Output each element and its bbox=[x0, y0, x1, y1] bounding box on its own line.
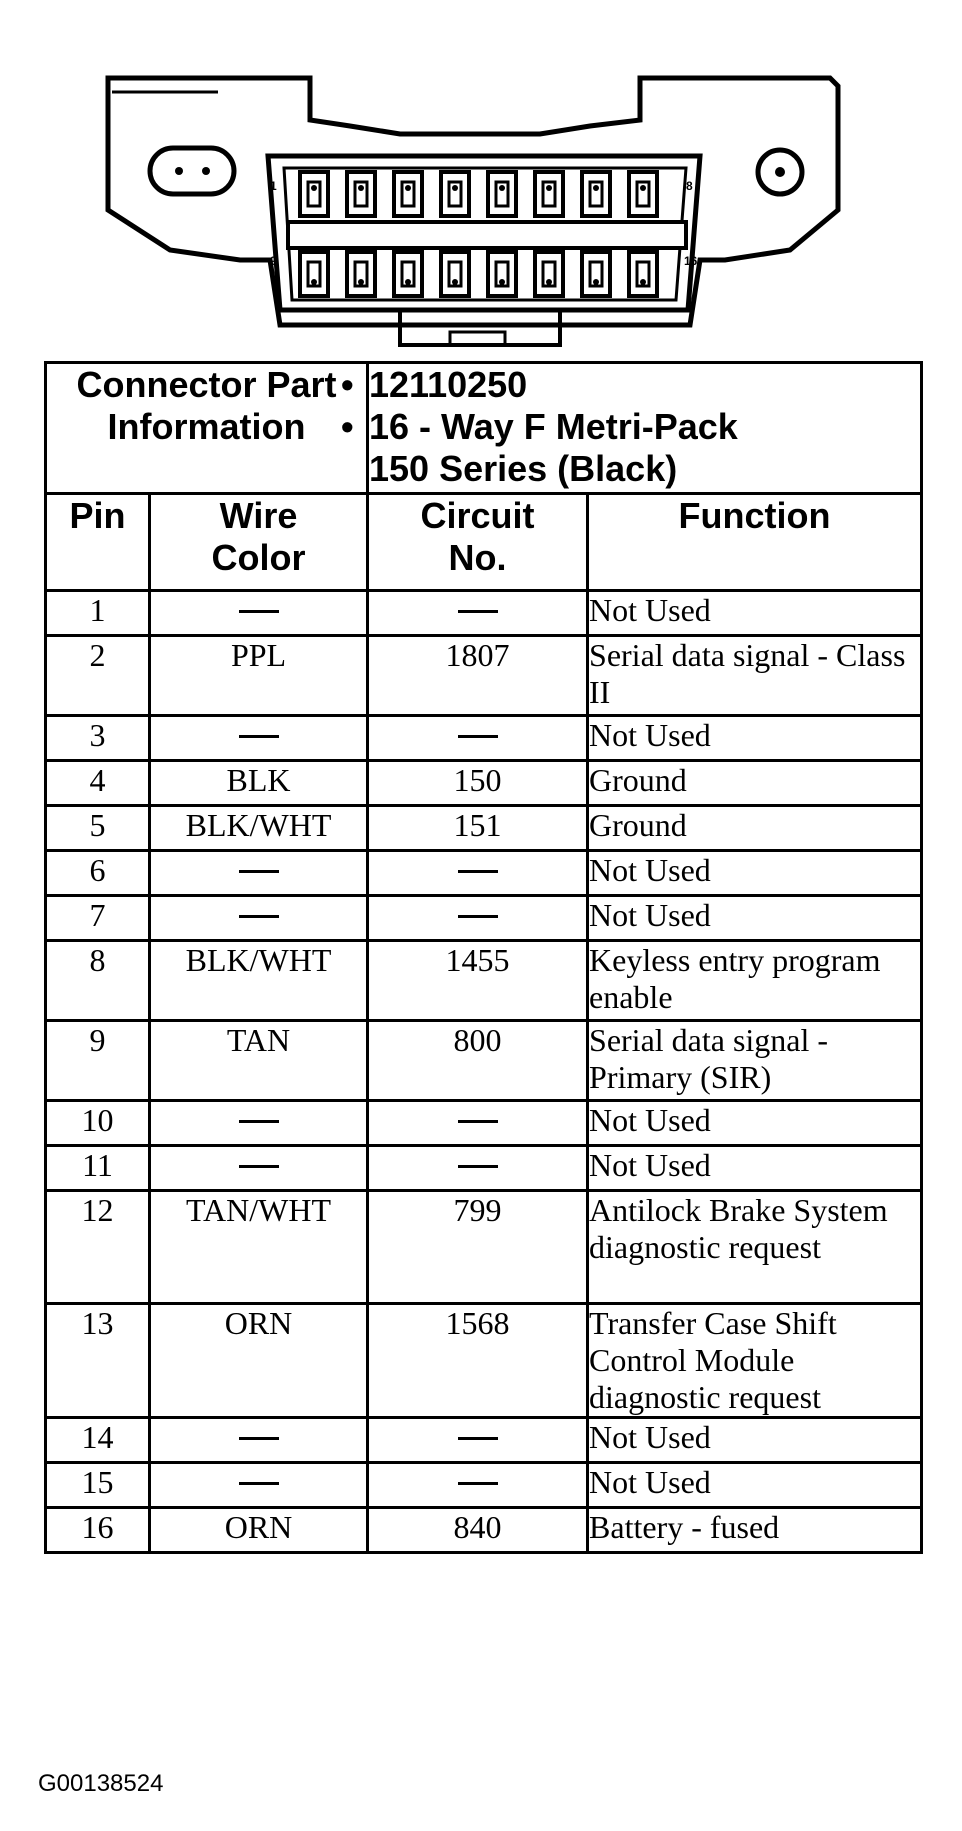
table-row bbox=[46, 1101, 922, 1146]
connector-pinout-table bbox=[44, 361, 923, 1554]
part-description: 16 - Way F Metri-Pack bbox=[369, 406, 738, 447]
mount-slot-left bbox=[150, 148, 234, 194]
not-applicable-dash bbox=[239, 610, 279, 613]
pin-function: Not Used bbox=[588, 1146, 922, 1191]
pin-function: Not Used bbox=[588, 591, 922, 636]
wire-color bbox=[150, 1463, 368, 1508]
connector-pin-top bbox=[441, 172, 469, 216]
wire-color: TAN/WHT bbox=[150, 1191, 368, 1304]
pin-number: 3 bbox=[46, 716, 150, 761]
wire-color: PPL bbox=[150, 636, 368, 716]
pin-function: Ground bbox=[588, 761, 922, 806]
pin-label-16: 16 bbox=[684, 254, 698, 268]
table-row bbox=[46, 806, 922, 851]
circuit-number: 1807 bbox=[368, 636, 588, 716]
col-header-function: Function bbox=[588, 494, 922, 591]
pin-function: Battery - fused bbox=[588, 1508, 922, 1553]
wire-color: BLK/WHT bbox=[150, 941, 368, 1021]
connector-pin-top bbox=[394, 172, 422, 216]
wire-color bbox=[150, 896, 368, 941]
pin-label-8: 8 bbox=[686, 179, 693, 193]
circuit-number bbox=[368, 1418, 588, 1463]
circuit-number bbox=[368, 1463, 588, 1508]
pin-number: 11 bbox=[46, 1146, 150, 1191]
circuit-number: 151 bbox=[368, 806, 588, 851]
table-row bbox=[46, 1304, 922, 1418]
pin-number: 2 bbox=[46, 636, 150, 716]
pin-number: 1 bbox=[46, 591, 150, 636]
not-applicable-dash bbox=[458, 870, 498, 873]
pin-function: Not Used bbox=[588, 1101, 922, 1146]
connector-pin-bottom bbox=[535, 252, 563, 296]
pin-number: 6 bbox=[46, 851, 150, 896]
pin-number: 5 bbox=[46, 806, 150, 851]
wire-color: ORN bbox=[150, 1304, 368, 1418]
pin-function: Not Used bbox=[588, 851, 922, 896]
connector-pin-top bbox=[629, 172, 657, 216]
wire-color bbox=[150, 1418, 368, 1463]
pin-number: 14 bbox=[46, 1418, 150, 1463]
figure-id: G00138524 bbox=[38, 1770, 164, 1797]
pin-number: 9 bbox=[46, 1021, 150, 1101]
circuit-number bbox=[368, 1146, 588, 1191]
pin-function: Not Used bbox=[588, 896, 922, 941]
connector-pin-bottom bbox=[488, 252, 516, 296]
connector-info-row bbox=[46, 363, 922, 494]
column-header-row bbox=[46, 494, 922, 591]
not-applicable-dash bbox=[458, 735, 498, 738]
obd-connector-diagram bbox=[100, 60, 860, 360]
table-row bbox=[46, 1463, 922, 1508]
col-header-wire-color: Wire Color bbox=[150, 494, 368, 591]
table-row bbox=[46, 941, 922, 1021]
table-row bbox=[46, 1508, 922, 1553]
pin-number: 7 bbox=[46, 896, 150, 941]
circuit-number: 840 bbox=[368, 1508, 588, 1553]
pin-function: Antilock Brake System diagnostic request bbox=[588, 1191, 922, 1304]
not-applicable-dash bbox=[458, 610, 498, 613]
pin-function: Serial data signal - Primary (SIR) bbox=[588, 1021, 922, 1101]
not-applicable-dash bbox=[458, 1437, 498, 1440]
table-row bbox=[46, 761, 922, 806]
table-row bbox=[46, 716, 922, 761]
pin-function: Ground bbox=[588, 806, 922, 851]
connector-pin-bottom bbox=[300, 252, 328, 296]
col-header-pin: Pin bbox=[46, 494, 150, 591]
part-number: 12110250 bbox=[369, 364, 528, 405]
pin-number: 8 bbox=[46, 941, 150, 1021]
pin-label-1: 1 bbox=[270, 179, 277, 193]
pin-number: 16 bbox=[46, 1508, 150, 1553]
table-row bbox=[46, 591, 922, 636]
not-applicable-dash bbox=[458, 1165, 498, 1168]
connector-pin-top bbox=[488, 172, 516, 216]
connector-pin-top bbox=[347, 172, 375, 216]
not-applicable-dash bbox=[458, 915, 498, 918]
wire-color bbox=[150, 591, 368, 636]
pin-function: Keyless entry program enable bbox=[588, 941, 922, 1021]
circuit-number bbox=[368, 896, 588, 941]
wire-color: ORN bbox=[150, 1508, 368, 1553]
table-row bbox=[46, 851, 922, 896]
table-row bbox=[46, 636, 922, 716]
connector-pin-bottom bbox=[629, 252, 657, 296]
pin-number: 12 bbox=[46, 1191, 150, 1304]
connector-part-details: • 12110250 • 16 - Way F Metri-Pack 150 Series (Black) bbox=[368, 363, 922, 494]
connector-pin-top bbox=[300, 172, 328, 216]
table-row bbox=[46, 1146, 922, 1191]
not-applicable-dash bbox=[239, 1482, 279, 1485]
table-row bbox=[46, 1021, 922, 1101]
table-row bbox=[46, 896, 922, 941]
pin-number: 4 bbox=[46, 761, 150, 806]
circuit-number: 800 bbox=[368, 1021, 588, 1101]
wire-color: TAN bbox=[150, 1021, 368, 1101]
wire-color: BLK/WHT bbox=[150, 806, 368, 851]
pin-function: Not Used bbox=[588, 716, 922, 761]
connector-pin-bottom bbox=[394, 252, 422, 296]
connector-pin-bottom bbox=[347, 252, 375, 296]
not-applicable-dash bbox=[239, 1165, 279, 1168]
not-applicable-dash bbox=[458, 1482, 498, 1485]
connector-info-label: Connector Part Information bbox=[46, 363, 368, 494]
circuit-number bbox=[368, 1101, 588, 1146]
wire-color bbox=[150, 716, 368, 761]
circuit-number bbox=[368, 851, 588, 896]
wire-color bbox=[150, 851, 368, 896]
pin-number: 10 bbox=[46, 1101, 150, 1146]
connector-pin-bottom bbox=[441, 252, 469, 296]
pin-number: 15 bbox=[46, 1463, 150, 1508]
not-applicable-dash bbox=[239, 1437, 279, 1440]
col-header-circuit-no: Circuit No. bbox=[368, 494, 588, 591]
pin-function: Serial data signal - Class II bbox=[588, 636, 922, 716]
table-row bbox=[46, 1418, 922, 1463]
pin-function: Not Used bbox=[588, 1463, 922, 1508]
connector-pin-top bbox=[582, 172, 610, 216]
connector-pin-top bbox=[535, 172, 563, 216]
circuit-number: 1455 bbox=[368, 941, 588, 1021]
not-applicable-dash bbox=[239, 870, 279, 873]
circuit-number: 150 bbox=[368, 761, 588, 806]
circuit-number bbox=[368, 716, 588, 761]
not-applicable-dash bbox=[239, 735, 279, 738]
circuit-number: 799 bbox=[368, 1191, 588, 1304]
not-applicable-dash bbox=[239, 1120, 279, 1123]
pin-label-9: 9 bbox=[270, 254, 277, 268]
not-applicable-dash bbox=[458, 1120, 498, 1123]
wire-color bbox=[150, 1101, 368, 1146]
connector-pin-bottom bbox=[582, 252, 610, 296]
circuit-number: 1568 bbox=[368, 1304, 588, 1418]
wire-color: BLK bbox=[150, 761, 368, 806]
table-row bbox=[46, 1191, 922, 1304]
pin-function: Transfer Case Shift Control Module diagnostic request bbox=[588, 1304, 922, 1418]
wire-color bbox=[150, 1146, 368, 1191]
circuit-number bbox=[368, 591, 588, 636]
pin-number: 13 bbox=[46, 1304, 150, 1418]
pin-function: Not Used bbox=[588, 1418, 922, 1463]
not-applicable-dash bbox=[239, 915, 279, 918]
